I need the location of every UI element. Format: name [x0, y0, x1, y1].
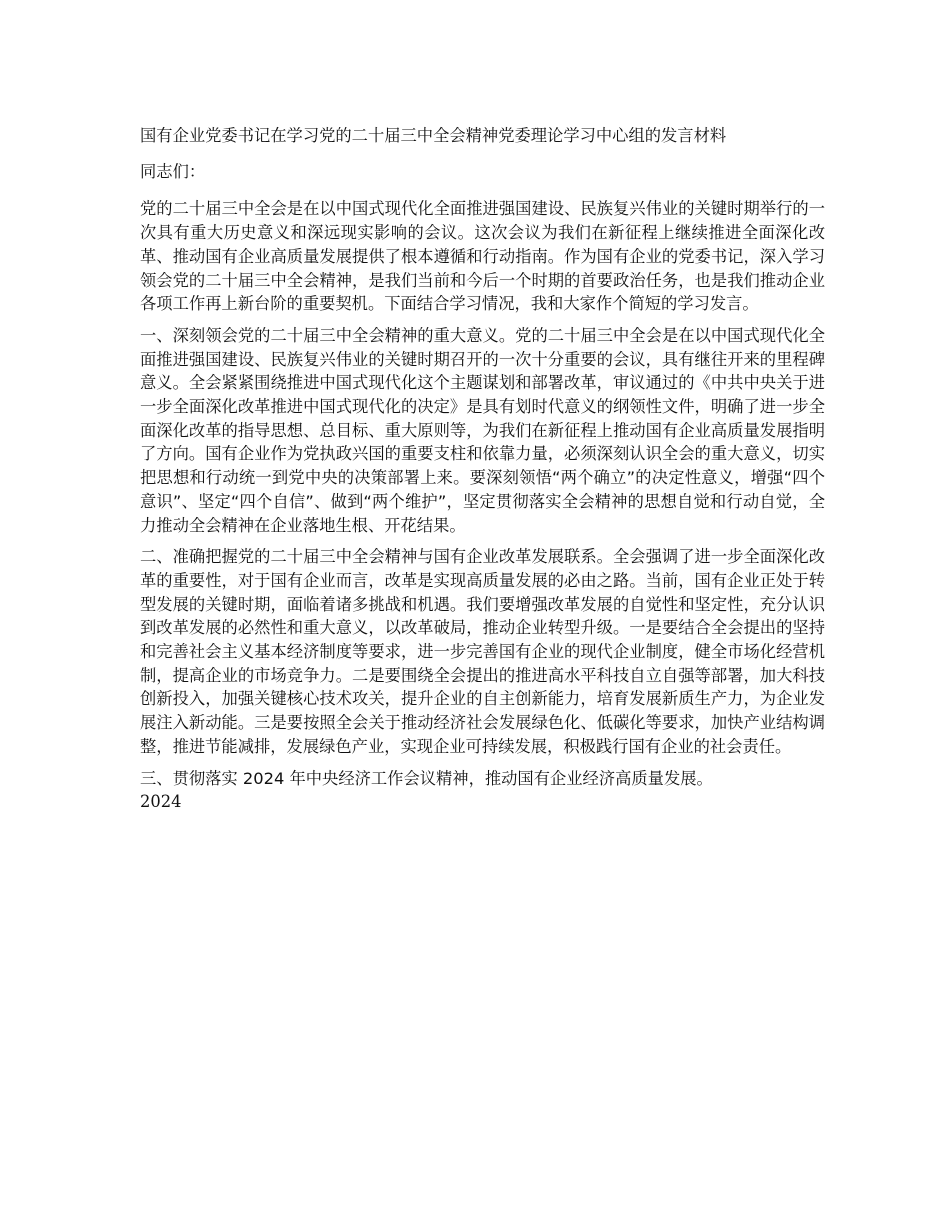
- paragraph-section-3: 三、贯彻落实 2024 年中央经济工作会议精神，推动国有企业经济高质量发展。: [140, 768, 713, 788]
- salutation: 同志们：: [140, 161, 206, 181]
- paragraph-intro: 党的二十届三中全会是在以中国式现代化全面推进强国建设、民族复兴伟业的关键时期举行的一次具有重大历史意义和深远现实影响的会议。这次会议为我们在新征程上继续推进全面深化改革、推动国有企业高质量发展提供了根本遵循和行动指南。作为国有企业的党委书记，深入学习领会党的二十届三中全会精神，是我们当前和今后一个时期的首要政治任务，也是我们推动企业各项工作再上新台阶的重要契机。下面结合学习情况，我和大家作个简短的学习发言。: [140, 199, 825, 314]
- document-body: [140, 124, 825, 814]
- paragraph-section-2: 二、准确把握党的二十届三中全会精神与国有企业改革发展联系。全会强调了进一步全面深化改革的重要性，对于国有企业而言，改革是实现高质量发展的必由之路。当前，国有企业正处于转型发展的关键时期，面临着诸多挑战和机遇。我们要增强改革发展的自觉性和坚定性，充分认识到改革发展的必然性和重大意义，以改革破局，推动企业转型升级。一是要结合全会提出的坚持和完善社会主义基本经济制度等要求，进一步完善国有企业的现代企业制度，健全市场化经营机制，提高企业的市场竞争力。二是要围绕全会提出的推进高水平科技自立自强等部署，加大科技创新投入，加强关键核心技术攻关，提升企业的自主创新能力，培育发展新质生产力，为企业发展注入新动能。三是要按照全会关于推动经济社会发展绿色化、低碳化等要求，加快产业结构调整，推进节能减排，发展绿色产业，实现企业可持续发展，积极践行国有企业的社会责任。: [140, 547, 825, 756]
- paragraph-section-1: 一、深刻领会党的二十届三中全会精神的重大意义。党的二十届三中全会是在以中国式现代化全面推进强国建设、民族复兴伟业的关键时期召开的一次十分重要的会议，具有继往开来的里程碑意义。全会紧紧围绕推进中国式现代化这个主题谋划和部署改革，审议通过的《中共中央关于进一步全面深化改革推进中国式现代化的决定》是具有划时代意义的纲领性文件，明确了进一步全面深化改革的指导思想、总目标、重大原则等，为我们在新征程上推动国有企业高质量发展指明了方向。国有企业作为党执政兴国的重要支柱和依靠力量，必须深刻认识全会的重大意义，切实把思想和行动统一到党中央的决策部署上来。要深刻领悟“两个确立”的决定性意义，增强“四个意识”、坚定“四个自信”、做到“两个维护”，坚定贯彻落实全会精神的思想自觉和行动自觉，全力推动全会精神在企业落地生根、开花结果。: [140, 325, 825, 535]
- trailing-text: 2024: [140, 792, 182, 812]
- document-title: 国有企业党委书记在学习党的二十届三中全会精神党委理论学习中心组的发言材料: [140, 126, 727, 145]
